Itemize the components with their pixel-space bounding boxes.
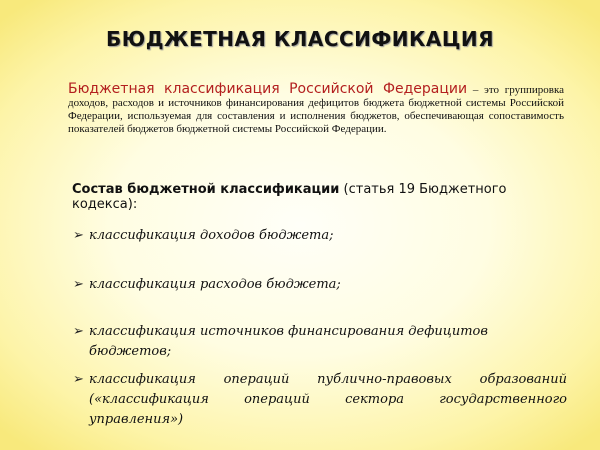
list-item-text: классификация расходов бюджета; (89, 277, 341, 292)
definition-term: Бюджетная классификация Российской Федерации (68, 81, 468, 97)
definition-text: – это группировка доходов, расходов и источников финансирования дефицитов бюджета бюджетной системы Российской Федерации, используемая для составления и исполнения бюджетов, обеспечивающая сопоставимость показателей бюджетов бюджетной системы Российской Федерации. (68, 84, 565, 135)
list-item-text: классификация источников финансирования дефицитов бюджетов; (89, 324, 488, 359)
list-item (73, 370, 567, 430)
arrow-bullet-icon: ➢ (73, 228, 84, 243)
list-item (73, 322, 567, 362)
arrow-bullet-icon: ➢ (73, 372, 84, 387)
slide-title: БЮДЖЕТНАЯ КЛАССИФИКАЦИЯ (105, 27, 495, 51)
composition-heading-normal: (статья 19 Бюджетного кодекса): (72, 182, 507, 212)
list-item (73, 226, 567, 246)
list-item-text: классификация доходов бюджета; (89, 228, 334, 243)
arrow-bullet-icon: ➢ (73, 277, 84, 292)
list-item-text-line2: («классификация операций сектора государственного управления») (89, 392, 567, 427)
list-item-text-line1: классификация операций публично-правовых образований (89, 372, 567, 387)
composition-heading (72, 182, 572, 212)
definition-paragraph (68, 83, 564, 136)
list-item (73, 275, 567, 295)
composition-heading-bold: Состав бюджетной классификации (72, 182, 340, 197)
list-item-text (89, 370, 567, 430)
arrow-bullet-icon: ➢ (73, 324, 84, 339)
